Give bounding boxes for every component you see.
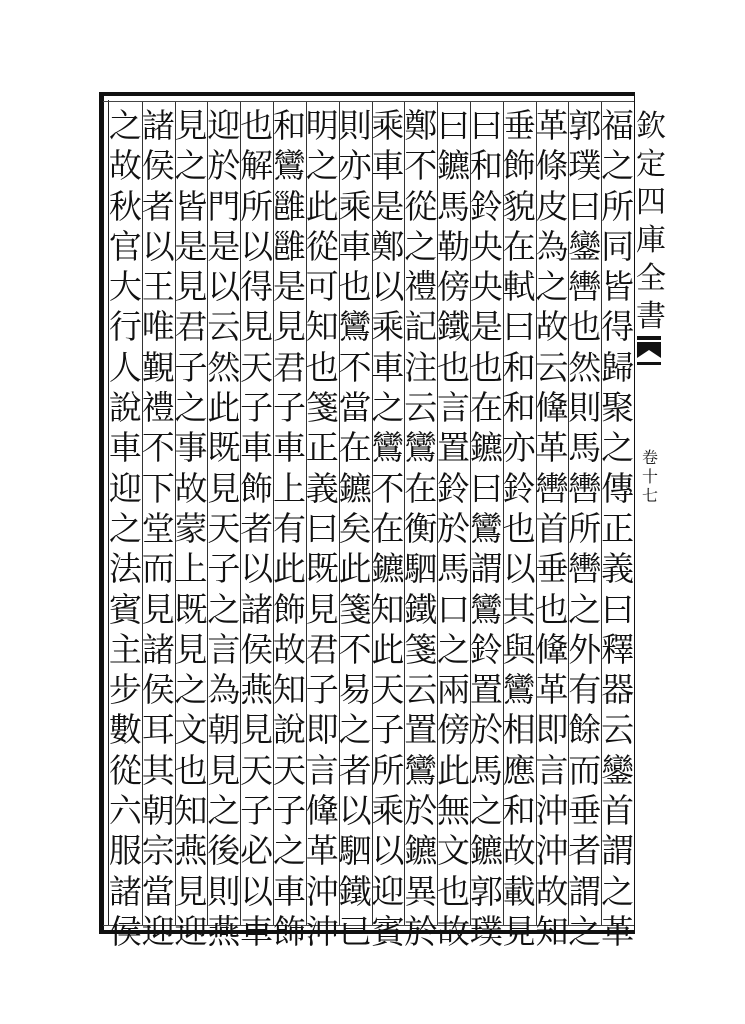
text-column: 和 鸞 雝 雝 是 見 君 子 車 上 有 此 飾 故 知 說 天 子 之 車 飾 bbox=[272, 106, 306, 951]
text-column: 之 故 秋 官 大 行 人 說 車 迎 之 法 賓 主 步 數 從 六 服 諸 侯 bbox=[108, 106, 142, 951]
text-column: 垂 飾 貌 在 軾 曰 和 和 亦 鈴 也 以 其 與 鸞 相 應 和 故 載 見 bbox=[502, 106, 536, 951]
fishtail-mark-icon bbox=[637, 336, 661, 366]
juan-number: 卷 十 七 bbox=[641, 448, 658, 505]
text-column: 革 條 皮 為 之 故 云 鞗 革 轡 首 垂 也 鞗 革 即 言 沖 沖 故 知 bbox=[535, 106, 569, 951]
inner-border-top bbox=[103, 101, 634, 102]
text-column: 諸 侯 者 以 王 唯 覲 禮 不 下 堂 而 見 諸 侯 耳 其 朝 宗 當 迎 bbox=[141, 106, 175, 951]
book-title: 欽 定 四 庫 全 書 bbox=[636, 109, 666, 334]
text-column: 則 亦 乘 車 也 鸞 不 當 在 鑣 矣 此 箋 不 易 之 者 以 駟 鐵 已 bbox=[338, 106, 372, 951]
text-column: 曰 鑣 馬 勒 傍 鐵 也 言 置 鈴 於 馬 口 之 兩 傍 此 無 文 也 故 bbox=[437, 106, 471, 951]
text-column: 福 之 所 同 皆 得 歸 聚 之 傳 正 義 曰 釋 器 云 鑾 首 謂 之 革 bbox=[601, 106, 635, 951]
text-column: 曰 和 鈴 央 央 是 也 在 鑣 曰 鸞 謂 鸞 鈴 置 於 馬 之 鑣 郭 璞 bbox=[469, 106, 503, 951]
text-column: 迎 於 門 是 以 云 然 此 既 見 天 子 之 言 為 朝 見 之 後 則 燕 bbox=[207, 106, 241, 951]
text-column: 也 解 所 以 得 見 天 子 車 飾 者 以 諸 侯 燕 見 天 子 必 以 車 bbox=[240, 106, 274, 951]
text-column: 見 之 皆 是 見 君 子 之 事 故 蒙 上 既 見 之 文 也 知 燕 見 迎 bbox=[174, 106, 208, 951]
text-column: 乘 車 是 鄭 以 乘 車 之 鸞 不 在 鑣 知 此 天 子 所 乘 以 迎 賓 bbox=[371, 106, 405, 951]
text-column: 明 之 此 從 可 知 也 箋 正 義 曰 既 見 君 子 即 言 鞗 革 沖 沖 bbox=[305, 106, 339, 951]
text-column: 郭 璞 曰 鑾 轡 也 然 則 馬 轡 所 轡 之 外 有 餘 而 垂 者 謂 之 bbox=[568, 106, 602, 951]
text-column: 鄭 不 從 之 禮 記 注 云 鸞 在 衡 駟 鐵 箋 云 置 鸞 於 鑣 異 於 bbox=[404, 106, 438, 951]
